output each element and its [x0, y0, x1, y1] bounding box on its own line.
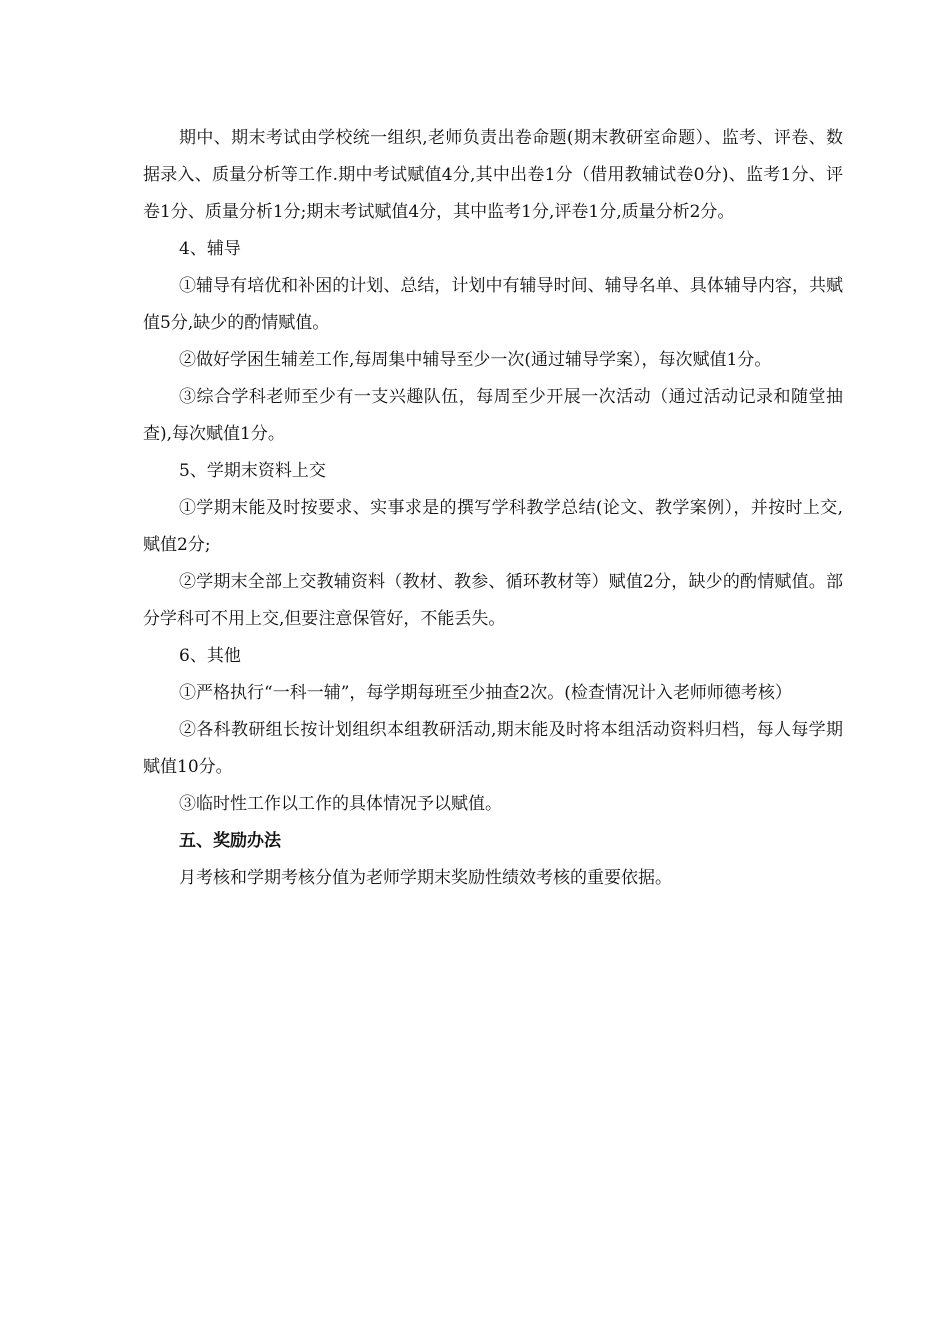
paragraph-exam-rules: 期中、期末考试由学校统一组织,老师负责出卷命题(期末教研室命题）、监考、评卷、数据录入、质量分析等工作.期中考试赋值4分,其中出卷1分（借用教辅试卷0分)、监考1分、评卷1分、质量分析1分;期末考试赋值4分，其中监考1分,评卷1分,质量分析2分。 [143, 128, 843, 222]
section-heading-rewards: 五、奖励办法 [179, 831, 281, 851]
paragraph-tutoring-weekly: ②做好学困生辅差工作,每周集中辅导至少一次(通过辅导学案），每次赋值1分。 [179, 350, 772, 370]
paragraph-research-group: ②各科教研组长按计划组织本组教研活动,期末能及时将本组活动资料归档，每人每学期赋值10分。 [143, 720, 843, 777]
paragraph-summary-submit: ①学期末能及时按要求、实事求是的撰写学科教学总结(论文、教学案例），并按时上交,赋值2分; [143, 498, 843, 555]
paragraph-tutoring-plan: ①辅导有培优和补困的计划、总结，计划中有辅导时间、辅导名单、具体辅导内容，共赋值5分,缺少的酌情赋值。 [143, 276, 843, 333]
paragraph-rewards: 月考核和学期考核分值为老师学期末奖励性绩效考核的重要依据。 [179, 868, 672, 888]
paragraph-temporary-work: ③临时性工作以工作的具体情况予以赋值。 [179, 794, 502, 814]
subheading-materials: 5、学期末资料上交 [179, 461, 326, 481]
document-page [143, 120, 843, 897]
paragraph-one-subject: ①严格执行“一科一辅”，每学期每班至少抽查2次。(检查情况计入老师师德考核） [179, 683, 792, 703]
subheading-other: 6、其他 [179, 646, 241, 666]
paragraph-interest-group: ③综合学科老师至少有一支兴趣队伍，每周至少开展一次活动（通过活动记录和随堂抽查),每次赋值1分。 [143, 387, 843, 444]
subheading-tutoring: 4、辅导 [179, 239, 241, 259]
paragraph-materials-submit: ②学期末全部上交教辅资料（教材、教参、循环教材等）赋值2分，缺少的酌情赋值。部分学科可不用上交,但要注意保管好，不能丢失。 [143, 572, 843, 629]
